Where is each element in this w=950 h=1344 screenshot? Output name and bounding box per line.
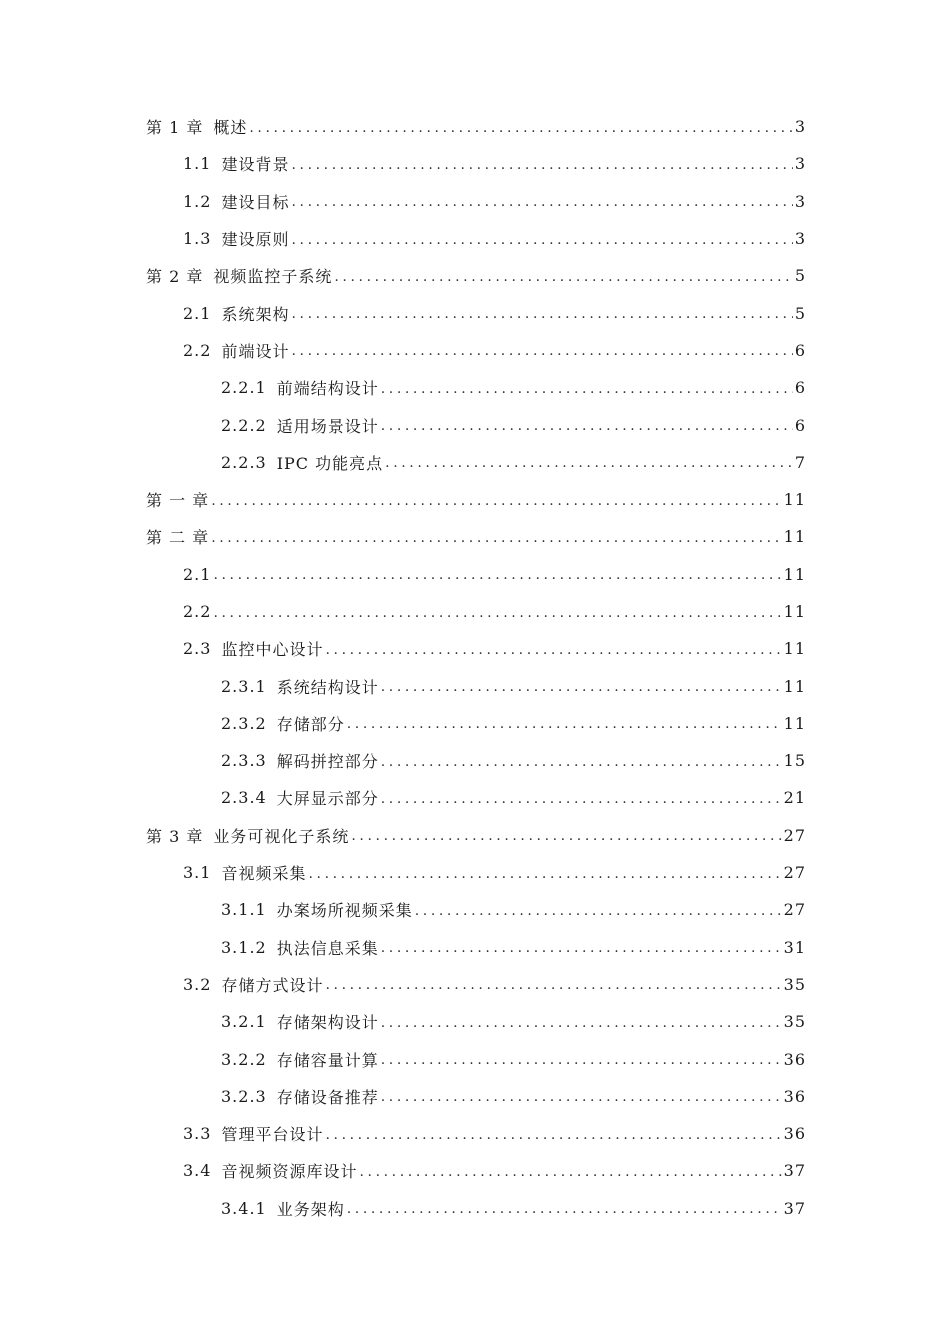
toc-entry-page-number: 3	[794, 191, 806, 211]
toc-entry-number: 2.3.3	[221, 751, 267, 771]
dot-leader	[381, 939, 782, 955]
toc-entry-title: 前端结构设计	[276, 379, 379, 399]
dot-leader	[381, 790, 782, 806]
toc-entry-page-number: 36	[783, 1086, 806, 1106]
toc-entry-number: 3.2	[183, 974, 212, 994]
dot-leader	[381, 380, 793, 396]
toc-entry-page-number: 36	[783, 1124, 806, 1144]
toc-entry-page-number: 3	[794, 154, 806, 174]
toc-entry-number: 第 3 章	[146, 826, 204, 846]
dot-leader	[385, 454, 793, 470]
toc-entry-page-number: 36	[783, 1049, 806, 1069]
toc-entry-title: 监控中心设计	[221, 640, 324, 660]
dot-leader	[381, 1051, 782, 1067]
toc-entry[interactable]	[146, 220, 806, 257]
toc-entry-title: 存储设备推荐	[276, 1087, 379, 1107]
toc-entry-number: 3.3	[183, 1124, 212, 1144]
toc-entry-title: 前端设计	[221, 341, 290, 361]
toc-entry-page-number: 15	[783, 751, 806, 771]
toc-entry-title: 适用场景设计	[276, 416, 379, 436]
dot-leader	[308, 865, 781, 881]
toc-entry-page-number: 11	[783, 713, 806, 733]
toc-entry-title: 办案场所视频采集	[276, 901, 413, 921]
toc-entry-number: 3.2.3	[221, 1086, 267, 1106]
toc-entry[interactable]	[146, 742, 806, 779]
toc-entry-page-number: 11	[783, 564, 806, 584]
dot-leader	[213, 566, 781, 582]
dot-leader	[291, 342, 792, 358]
dot-leader	[213, 604, 781, 620]
toc-entry[interactable]	[146, 332, 806, 369]
toc-entry-title: 存储架构设计	[276, 1013, 379, 1033]
toc-entry[interactable]	[146, 406, 806, 443]
toc-entry[interactable]	[146, 1040, 806, 1077]
toc-entry[interactable]	[146, 1078, 806, 1115]
toc-entry[interactable]	[146, 891, 806, 928]
toc-entry-number: 2.2.3	[221, 452, 267, 472]
toc-entry[interactable]	[146, 1115, 806, 1152]
toc-entry-number: 第 一 章	[146, 491, 210, 511]
toc-entry-page-number: 5	[794, 266, 806, 286]
toc-entry-title: 解码拼控部分	[276, 752, 379, 772]
dot-leader	[291, 193, 792, 209]
dot-leader	[325, 1126, 781, 1142]
toc-entry-page-number: 35	[783, 1012, 806, 1032]
toc-entry-title: 音视频采集	[221, 864, 307, 884]
toc-entry-number: 3.4	[183, 1161, 212, 1181]
toc-entry-number: 2.1	[183, 303, 212, 323]
table-of-contents	[146, 108, 806, 1227]
toc-entry[interactable]	[146, 929, 806, 966]
toc-entry-page-number: 11	[783, 490, 806, 510]
toc-entry[interactable]	[146, 481, 806, 518]
toc-entry-number: 第 1 章	[146, 118, 204, 138]
toc-entry[interactable]	[146, 556, 806, 593]
toc-entry[interactable]	[146, 1003, 806, 1040]
toc-entry-title: 系统架构	[221, 304, 290, 324]
toc-entry-page-number: 3	[794, 229, 806, 249]
toc-entry-number: 2.2.2	[221, 415, 267, 435]
toc-entry[interactable]	[146, 369, 806, 406]
toc-entry-page-number: 5	[794, 303, 806, 323]
dot-leader	[347, 1200, 782, 1216]
toc-entry-page-number: 6	[794, 378, 806, 398]
dot-leader	[325, 976, 781, 992]
dot-leader	[334, 268, 792, 284]
toc-entry-number: 2.2	[183, 340, 212, 360]
toc-entry[interactable]	[146, 593, 806, 630]
toc-entry-number: 1.3	[183, 229, 212, 249]
toc-entry-title: 存储容量计算	[276, 1050, 379, 1070]
dot-leader	[325, 641, 781, 657]
toc-entry[interactable]	[146, 183, 806, 220]
toc-entry-page-number: 21	[783, 788, 806, 808]
toc-entry-number: 3.2.1	[221, 1012, 267, 1032]
toc-entry-title: 存储方式设计	[221, 975, 324, 995]
toc-entry-number: 1.1	[183, 154, 212, 174]
toc-entry-number: 3.1.1	[221, 900, 267, 920]
toc-entry[interactable]	[146, 257, 806, 294]
toc-entry-number: 3.4.1	[221, 1198, 267, 1218]
toc-entry-page-number: 6	[794, 340, 806, 360]
toc-entry-number: 2.2	[183, 602, 212, 621]
toc-entry-title: 建设原则	[221, 230, 290, 250]
toc-entry[interactable]	[146, 705, 806, 742]
toc-entry-number: 1.2	[183, 191, 212, 211]
toc-entry[interactable]	[146, 108, 806, 145]
toc-entry-title: 执法信息采集	[276, 938, 379, 958]
toc-entry-number: 3.1	[183, 863, 212, 883]
dot-leader	[291, 231, 792, 247]
toc-entry-page-number: 27	[783, 900, 806, 920]
dot-leader	[351, 827, 781, 843]
toc-entry-title: 业务架构	[276, 1199, 345, 1219]
dot-leader	[381, 753, 782, 769]
toc-entry-title: IPC 功能亮点	[276, 453, 384, 473]
toc-entry[interactable]	[146, 630, 806, 667]
dot-leader	[347, 715, 782, 731]
toc-entry-number: 第 2 章	[146, 267, 204, 287]
toc-entry-page-number: 11	[783, 639, 806, 659]
toc-entry-page-number: 35	[783, 974, 806, 994]
dot-leader	[211, 529, 781, 545]
dot-leader	[291, 305, 792, 321]
toc-entry-number: 3.2.2	[221, 1049, 267, 1069]
toc-entry-page-number: 27	[783, 825, 806, 845]
toc-entry-number: 第 二 章	[146, 528, 210, 548]
toc-entry-page-number: 31	[783, 937, 806, 957]
dot-leader	[381, 678, 782, 694]
toc-entry-page-number: 27	[783, 863, 806, 883]
dot-leader	[381, 417, 793, 433]
toc-entry-page-number: 11	[783, 602, 806, 621]
toc-entry-title: 系统结构设计	[276, 677, 379, 697]
dot-leader	[249, 119, 792, 135]
dot-leader	[291, 156, 792, 172]
dot-leader	[381, 1088, 782, 1104]
toc-entry-title: 业务可视化子系统	[213, 826, 350, 846]
toc-entry-number: 2.3.4	[221, 788, 267, 808]
dot-leader	[359, 1163, 781, 1179]
dot-leader	[211, 492, 781, 508]
toc-entry[interactable]	[146, 966, 806, 1003]
toc-entry[interactable]	[146, 667, 806, 704]
toc-entry[interactable]	[146, 1190, 806, 1227]
toc-entry-number: 3.1.2	[221, 937, 267, 957]
toc-entry[interactable]	[146, 854, 806, 891]
toc-entry-title: 管理平台设计	[221, 1125, 324, 1145]
toc-entry-number: 2.1	[183, 564, 212, 584]
dot-leader	[381, 1014, 782, 1030]
toc-entry[interactable]	[146, 817, 806, 854]
toc-entry-title: 概述	[213, 118, 248, 138]
toc-entry-page-number: 11	[783, 676, 806, 696]
toc-entry-title: 视频监控子系统	[213, 267, 333, 287]
toc-entry-page-number: 7	[794, 452, 806, 472]
toc-entry-number: 2.2.1	[221, 378, 267, 398]
dot-leader	[415, 902, 782, 918]
toc-entry-page-number: 37	[783, 1161, 806, 1181]
toc-entry[interactable]	[146, 294, 806, 331]
toc-entry-number: 2.3.2	[221, 713, 267, 733]
toc-entry[interactable]	[146, 145, 806, 182]
toc-entry-number: 2.3.1	[221, 676, 267, 696]
toc-entry-title: 存储部分	[276, 714, 345, 734]
toc-entry[interactable]	[146, 779, 806, 816]
toc-entry-page-number: 37	[783, 1198, 806, 1218]
toc-entry-title: 建设目标	[221, 192, 290, 212]
toc-entry-title: 大屏显示部分	[276, 789, 379, 809]
toc-entry-number: 2.3	[183, 639, 212, 659]
toc-entry-title: 建设背景	[221, 155, 290, 175]
toc-entry-page-number: 6	[794, 415, 806, 435]
toc-entry[interactable]	[146, 1152, 806, 1189]
toc-entry-title: 音视频资源库设计	[221, 1162, 358, 1182]
toc-entry-page-number: 11	[783, 527, 806, 547]
toc-entry-page-number: 3	[794, 117, 806, 137]
toc-entry[interactable]	[146, 518, 806, 555]
toc-entry[interactable]	[146, 444, 806, 481]
